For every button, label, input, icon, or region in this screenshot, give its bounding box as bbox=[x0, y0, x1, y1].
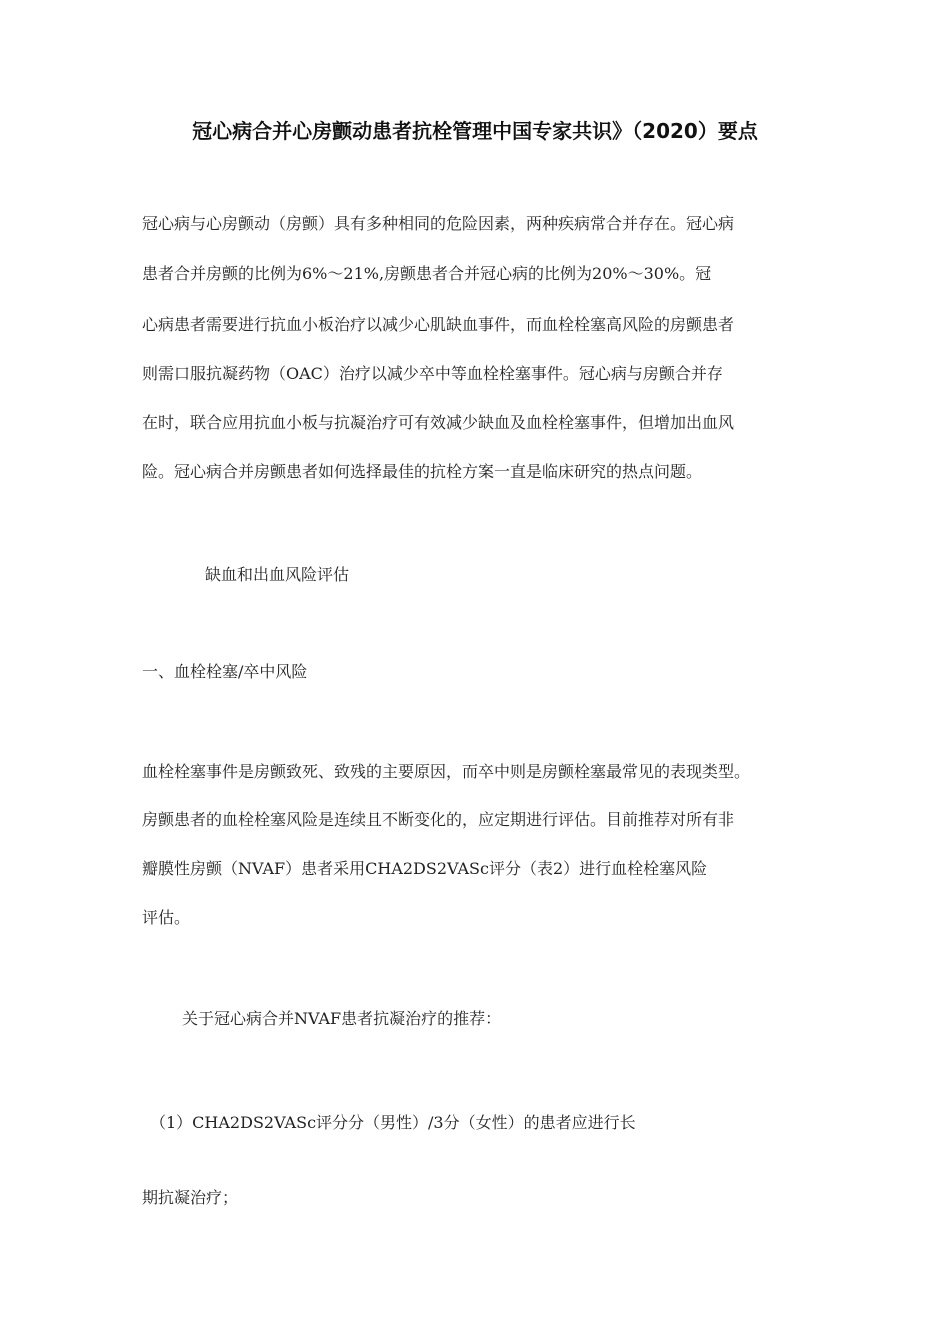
recommendation-item-1-line-1: （1）CHA2DS2VASc评分分（男性）/3分（女性）的患者应进行长 bbox=[150, 1113, 636, 1132]
recommendation-item-1-line-2: 期抗凝治疗； bbox=[142, 1188, 239, 1207]
intro-line-6: 险。冠心病合并房颤患者如何选择最佳的抗栓方案一直是临床研究的热点问题。 bbox=[142, 462, 703, 481]
body-line-4: 评估。 bbox=[142, 908, 191, 927]
recommendation-heading: 关于冠心病合并NVAF患者抗凝治疗的推荐： bbox=[182, 1009, 502, 1028]
body-line-1: 血栓栓塞事件是房颤致死、致残的主要原因，而卒中则是房颤栓塞最常见的表现类型。 bbox=[142, 762, 751, 781]
intro-line-5: 在时，联合应用抗血小板与抗凝治疗可有效减少缺血及血栓栓塞事件，但增加出血风 bbox=[142, 413, 735, 432]
subsection-heading: 一、血栓栓塞/卒中风险 bbox=[142, 662, 308, 681]
section-heading: 缺血和出血风险评估 bbox=[205, 565, 350, 584]
intro-line-4: 则需口服抗凝药物（OAC）治疗以减少卒中等血栓栓塞事件。冠心病与房颤合并存 bbox=[142, 364, 723, 383]
intro-line-1: 冠心病与心房颤动（房颤）具有多种相同的危险因素，两种疾病常合并存在。冠心病 bbox=[142, 214, 735, 233]
body-line-2: 房颤患者的血栓栓塞风险是连续且不断变化的，应定期进行评估。目前推荐对所有非 bbox=[142, 810, 735, 829]
body-line-3: 瓣膜性房颤（NVAF）患者采用CHA2DS2VASc评分（表2）进行血栓栓塞风险 bbox=[142, 859, 708, 878]
intro-line-2: 患者合并房颤的比例为6%～21%,房颤患者合并冠心病的比例为20%～30%。冠 bbox=[142, 264, 712, 283]
document-title: 冠心病合并心房颤动患者抗栓管理中国专家共识》（2020）要点 bbox=[192, 119, 758, 143]
intro-line-3: 心病患者需要进行抗血小板治疗以减少心肌缺血事件，而血栓栓塞高风险的房颤患者 bbox=[142, 315, 735, 334]
